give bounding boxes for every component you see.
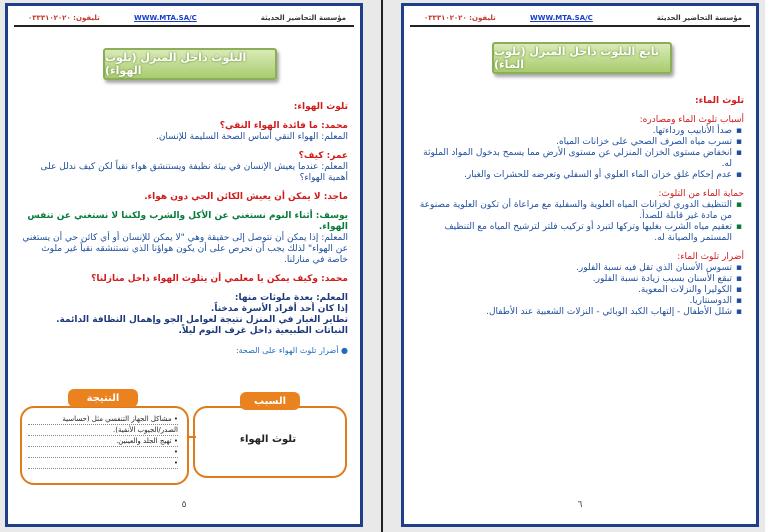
page-right: [401, 3, 759, 527]
result-item: الصدر/الجيوب الأنفية).: [28, 425, 178, 436]
causes-title: أسباب تلوث الماء ومصادره:: [639, 115, 744, 125]
list-item: ▪ تسوس الأسنان الذي تقل فيه نسبة الفلور.: [414, 263, 732, 274]
page-title: التلوث داخل المنزل (تلوث الهواء): [103, 48, 277, 80]
cause-tag: السبب: [240, 392, 300, 410]
header-phone: تليفون: ٠٣٣٣١٠٢٠٢٠: [28, 14, 100, 22]
list-item: ▪ صدأ الأنابيب ورداءتها.: [414, 126, 732, 137]
header-link[interactable]: WWW.MTA.SA/C: [134, 14, 197, 22]
question-1: محمد: ما فائدة الهواء النقي؟: [219, 121, 348, 131]
header-institution: مؤسسة التحاضير الحديثة: [656, 14, 742, 22]
result-tag: النتيجة: [68, 389, 138, 407]
section-heading: تلوث الماء:: [695, 96, 744, 106]
harms-title-text: أضرار تلوث الهواء على الصحة:: [235, 346, 339, 355]
answer-4-item: إذا كان أحد أفراد الأسرة مدخناً.: [210, 304, 348, 314]
center-divider: [381, 0, 383, 532]
causes-list: [414, 126, 744, 181]
result-item: •: [28, 447, 178, 458]
page-left: [5, 3, 363, 527]
page-header: [14, 11, 354, 27]
result-item: • تهيج الجلد والعينين.: [28, 436, 178, 447]
page-title: تابع التلوث داخل المنزل (تلوث الماء): [492, 42, 672, 74]
section-heading: تلوث الهواء:: [293, 102, 348, 112]
question-2: عمر: كيف؟: [298, 151, 348, 161]
answer-3: المعلم: إذا يمكن أن نتوصل إلى حقيقة وهي "لا يمكن للإنسان أو أي كائن حي أن يستغني عن الهواء" لذلك يجب أن نحرص على أن يكون هواؤنا الذي نستنشقه نقياً غير ملوث خاصة في منازلنا.: [22, 233, 348, 265]
header-phone: تليفون: ٠٣٣٣١٠٢٠٢٠: [424, 14, 496, 22]
list-item: ▪ عدم إحكام غلق خزان الماء العلوي أو السفلي وتعرضه للحشرات والغبار.: [414, 170, 732, 181]
harms-list: [414, 263, 744, 318]
cause-text: تلوث الهواء: [239, 434, 297, 445]
answer-4-head: المعلم: بعدة ملوثات منها:: [234, 293, 348, 303]
yousef-line: يوسف: أثناء النوم نستغني عن الأكل والشرب ولكننا لا نستغني عن تنفس الهواء.: [27, 211, 348, 232]
answer-2: المعلم: عندما يعيش الإنسان في بيئة نظيفة ويستنشق هواء نقياً لكن كيف ندلل على أهمية الهواء؟: [40, 162, 348, 183]
list-item: ▪ تبقع الأسنان بسبب زيادة نسبة الفلور.: [414, 274, 732, 285]
list-item: ▪ تسرب مياه الصرف الصحي على خزانات المياه.: [414, 137, 732, 148]
list-item: ▪ تعقيم مياه الشرب بغليها وتركها لتبرد أو تركيب فلتر لترشيح المياه مع التنظيف المستمر والصيانة له.: [414, 222, 732, 244]
answer-4-item: تطاير الغبار في المنزل نتيجة لعوامل الجو وإهمال النظافة الدائمة.: [56, 315, 348, 325]
header-institution: مؤسسة التحاضير الحديثة: [260, 14, 346, 22]
answer-4-item: النباتات الطبيعية داخل غرف النوم ليلاً.: [178, 326, 348, 336]
harms-title: ● أضرار تلوث الهواء على الصحة:: [235, 346, 348, 355]
list-item: ▪ انخفاض مستوى الخزان المنزلي عن مستوى الأرض مما يسمح بدخول المواد الملوثة له.: [414, 148, 732, 170]
protect-list: [414, 200, 744, 244]
harms-title: أضرار تلوث الماء:: [677, 252, 744, 262]
list-item: ▪ الدوسنتاريا.: [414, 296, 732, 307]
list-item: ▪ شلل الأطفال - إلتهاب الكبد الوبائي - النزلات الشعبية عند الأطفال.: [414, 307, 732, 318]
list-item: ▪ التنظيف الدوري لخزانات المياه العلوية والسفلية مع مراعاة أن تكون العلوية مصنوعة من مادة غير قابلة للصدأ.: [414, 200, 732, 222]
content-left: [18, 102, 348, 356]
page-number: ٥: [181, 500, 187, 510]
protect-title: حماية الماء من التلوث:: [658, 189, 744, 199]
question-4: محمد: وكيف يمكن يا معلمي أن يتلوث الهواء داخل منازلنا؟: [91, 274, 348, 284]
result-list: [28, 414, 178, 469]
header-link[interactable]: WWW.MTA.SA/C: [530, 14, 593, 22]
page-header: [410, 11, 750, 27]
content-right: [414, 96, 744, 318]
result-item: •: [28, 458, 178, 469]
page-number: ٦: [577, 500, 583, 510]
list-item: ▪ الكوليرا والنزلات المعوية.: [414, 285, 732, 296]
majid-line: ماجد: لا يمكن أن يعيش الكائن الحي دون هواء.: [144, 192, 348, 202]
answer-1: المعلم: الهواء النقي أساس الصحة السليمة للإنسان.: [155, 132, 348, 142]
result-item: • مشاكل الجهاز التنفسي مثل (حساسية: [28, 414, 178, 425]
